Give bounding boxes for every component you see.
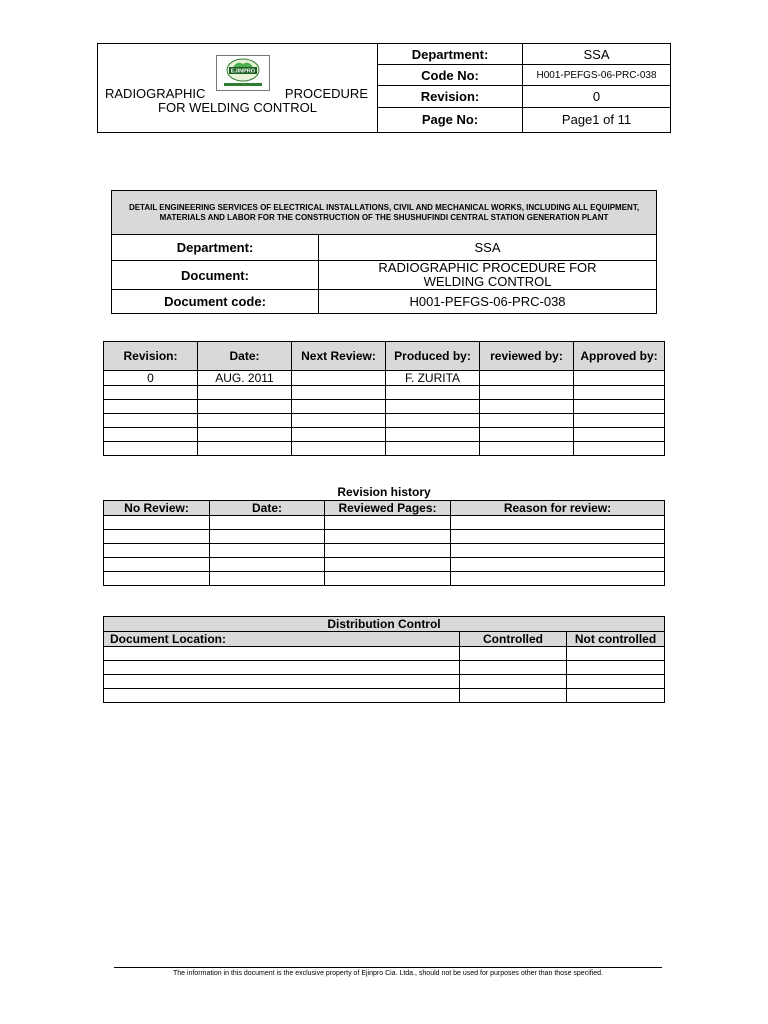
table-row xyxy=(104,516,665,530)
table-cell xyxy=(210,516,325,530)
project-code-label: Document code: xyxy=(112,290,319,314)
table-row xyxy=(104,386,665,400)
table-cell: 0 xyxy=(104,371,198,386)
footer-text: The information in this document is the exclusive property of Ejinpro Cia. Ltda., should not be used for purposes other than those specified. xyxy=(173,970,603,977)
table-cell xyxy=(451,558,665,572)
table-row xyxy=(104,572,665,586)
table-cell xyxy=(325,544,451,558)
table-row xyxy=(104,530,665,544)
table-cell xyxy=(104,530,210,544)
table-cell xyxy=(480,400,574,414)
revision-history-table xyxy=(103,500,665,586)
table-cell xyxy=(567,647,665,661)
header-title-right: PROCEDURE xyxy=(284,86,368,101)
table-row xyxy=(104,414,665,428)
table-cell xyxy=(104,400,198,414)
controlled-header: Controlled xyxy=(460,632,567,647)
table-cell xyxy=(460,647,567,661)
document-location-header: Document Location: xyxy=(104,632,460,647)
table-cell xyxy=(386,414,480,428)
table-cell xyxy=(460,661,567,675)
table-cell xyxy=(210,530,325,544)
table-cell xyxy=(292,386,386,400)
table-cell xyxy=(386,386,480,400)
table-cell xyxy=(104,661,460,675)
table-cell xyxy=(460,675,567,689)
next-review-header: Next Review: xyxy=(292,342,386,371)
project-title: DETAIL ENGINEERING SERVICES OF ELECTRICAL INSTALLATIONS, CIVIL AND MECHANICAL WORKS, INCLUDING ALL EQUIPMENT, MATERIALS AND LABOR FOR THE CONSTRUCTION OF THE SHUSHUFINDI CENTRAL STATION GENERATION PLANT xyxy=(112,191,657,235)
revision-table xyxy=(103,341,665,456)
table-cell xyxy=(480,371,574,386)
table-cell xyxy=(480,386,574,400)
table-cell xyxy=(104,558,210,572)
distribution-table xyxy=(103,616,665,703)
revision-history-header-row xyxy=(104,501,665,516)
reason-header: Reason for review: xyxy=(451,501,665,516)
project-department-value: SSA xyxy=(319,235,657,261)
table-cell xyxy=(567,661,665,675)
table-row xyxy=(104,544,665,558)
distribution-title: Distribution Control xyxy=(104,617,665,632)
table-cell xyxy=(567,675,665,689)
table-cell xyxy=(104,386,198,400)
date-header: Date: xyxy=(198,342,292,371)
table-cell xyxy=(451,544,665,558)
table-cell xyxy=(292,414,386,428)
table-cell xyxy=(104,689,460,703)
table-cell xyxy=(210,558,325,572)
table-row xyxy=(104,371,665,386)
table-cell xyxy=(574,414,665,428)
header-department-value: SSA xyxy=(523,44,671,65)
svg-text:EJINPRO: EJINPRO xyxy=(230,68,256,75)
distribution-title-row xyxy=(104,617,665,632)
header-table xyxy=(97,43,671,133)
table-cell xyxy=(292,371,386,386)
header-department-label: Department: xyxy=(378,44,523,65)
table-cell xyxy=(567,689,665,703)
table-row xyxy=(104,675,665,689)
project-document-label: Document: xyxy=(112,261,319,290)
table-cell xyxy=(325,558,451,572)
table-row xyxy=(104,442,665,456)
table-cell xyxy=(104,442,198,456)
header-revision-label: Revision: xyxy=(378,86,523,107)
table-cell xyxy=(574,428,665,442)
table-cell xyxy=(104,414,198,428)
revision-history-title: Revision history xyxy=(337,485,431,499)
distribution-header-row xyxy=(104,632,665,647)
table-cell xyxy=(104,428,198,442)
not-controlled-header: Not controlled xyxy=(567,632,665,647)
produced-by-header: Produced by: xyxy=(386,342,480,371)
no-review-header: No Review: xyxy=(104,501,210,516)
table-cell xyxy=(574,400,665,414)
table-cell xyxy=(104,647,460,661)
header-title-line2: FOR WELDING CONTROL xyxy=(158,100,317,115)
table-cell xyxy=(198,428,292,442)
table-cell xyxy=(451,530,665,544)
table-row xyxy=(104,400,665,414)
approved-by-header: Approved by: xyxy=(574,342,665,371)
company-logo xyxy=(216,55,270,91)
table-cell xyxy=(480,442,574,456)
table-cell: AUG. 2011 xyxy=(198,371,292,386)
table-row xyxy=(104,661,665,675)
table-cell xyxy=(460,689,567,703)
table-cell xyxy=(210,544,325,558)
project-code-value: H001-PEFGS-06-PRC-038 xyxy=(319,290,657,314)
table-cell xyxy=(574,442,665,456)
table-row xyxy=(104,647,665,661)
table-cell xyxy=(210,572,325,586)
project-table xyxy=(111,190,657,314)
footer-divider xyxy=(114,967,662,968)
table-cell xyxy=(574,371,665,386)
table-cell xyxy=(480,428,574,442)
table-cell xyxy=(292,428,386,442)
revision-header: Revision: xyxy=(104,342,198,371)
revision-header-row xyxy=(104,342,665,371)
table-cell xyxy=(386,442,480,456)
table-cell xyxy=(451,572,665,586)
date-header: Date: xyxy=(210,501,325,516)
reviewed-pages-header: Reviewed Pages: xyxy=(325,501,451,516)
table-cell xyxy=(325,516,451,530)
table-cell: F. ZURITA xyxy=(386,371,480,386)
project-department-label: Department: xyxy=(112,235,319,261)
table-cell xyxy=(292,442,386,456)
header-title-left: RADIOGRAPHIC xyxy=(105,86,206,101)
table-cell xyxy=(292,400,386,414)
project-document-value: RADIOGRAPHIC PROCEDURE FOR WELDING CONTROL xyxy=(319,261,657,290)
header-page-value: Page1 of 11 xyxy=(523,107,671,132)
table-cell xyxy=(104,516,210,530)
table-cell xyxy=(325,572,451,586)
table-row xyxy=(104,689,665,703)
table-cell xyxy=(386,428,480,442)
table-row xyxy=(104,558,665,572)
table-cell xyxy=(104,572,210,586)
table-cell xyxy=(198,442,292,456)
table-cell xyxy=(198,400,292,414)
table-cell xyxy=(104,675,460,689)
table-cell xyxy=(386,400,480,414)
header-page-label: Page No: xyxy=(378,107,523,132)
header-revision-value: 0 xyxy=(523,86,671,107)
table-cell xyxy=(104,544,210,558)
table-cell xyxy=(198,386,292,400)
header-code-label: Code No: xyxy=(378,65,523,86)
table-cell xyxy=(451,516,665,530)
table-cell xyxy=(574,386,665,400)
table-cell xyxy=(325,530,451,544)
table-cell xyxy=(480,414,574,428)
reviewed-by-header: reviewed by: xyxy=(480,342,574,371)
table-cell xyxy=(198,414,292,428)
table-row xyxy=(104,428,665,442)
header-code-value: H001-PEFGS-06-PRC-038 xyxy=(523,65,671,86)
